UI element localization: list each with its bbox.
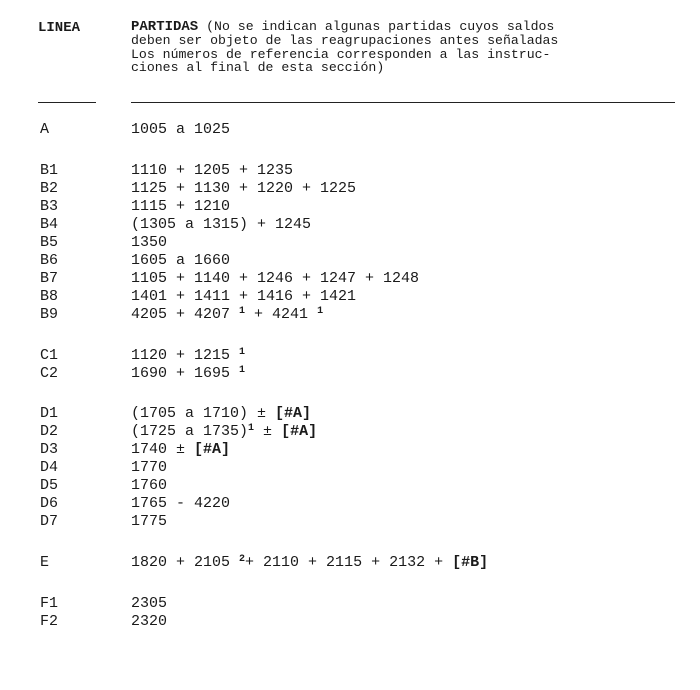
row-formula: 1120 + 1215 $^1$ bbox=[131, 347, 246, 364]
table-row bbox=[0, 595, 700, 613]
row-formula: 1770 bbox=[131, 459, 168, 476]
row-formula: 1401 + 1411 + 1416 + 1421 bbox=[131, 288, 357, 305]
table-row bbox=[0, 347, 700, 365]
row-label: B9 bbox=[40, 306, 59, 323]
row-label: D5 bbox=[40, 477, 59, 494]
row-label: F1 bbox=[40, 595, 59, 612]
row-formula: (1305 a 1315) + 1245 bbox=[131, 216, 312, 233]
partidas-note: (No se indican algunas partidas cuyos saldos deben ser objeto de las reagrupaciones antes señaladas Los números de referencia corresponden a las instruc- ciones al final de esta sección) bbox=[131, 19, 559, 76]
partidas-title: PARTIDAS bbox=[131, 19, 199, 35]
row-label: D1 bbox=[40, 405, 59, 422]
reference-tag: [#A] bbox=[281, 423, 318, 440]
row-label: B6 bbox=[40, 252, 59, 269]
row-label: C2 bbox=[40, 365, 59, 382]
table-row bbox=[0, 252, 700, 270]
footnote-ref: 2 bbox=[239, 554, 246, 565]
row-label: E bbox=[40, 554, 50, 571]
footnote-ref: 1 bbox=[239, 365, 246, 376]
row-label: B3 bbox=[40, 198, 59, 215]
table-row bbox=[0, 270, 700, 288]
row-formula: 1105 + 1140 + 1246 + 1247 + 1248 bbox=[131, 270, 420, 287]
row-formula: 1350 bbox=[131, 234, 168, 251]
table-row bbox=[0, 162, 700, 180]
row-formula: 1775 bbox=[131, 513, 168, 530]
row-formula: 1690 + 1695 $^1$ bbox=[131, 365, 246, 382]
table-row bbox=[0, 477, 700, 495]
table-row bbox=[0, 423, 700, 441]
row-label: F2 bbox=[40, 613, 59, 630]
footnote-ref: 1 bbox=[239, 347, 246, 358]
reference-tag: [#A] bbox=[275, 405, 312, 422]
row-label: D2 bbox=[40, 423, 59, 440]
row-formula: 2305 bbox=[131, 595, 168, 612]
row-formula: 1125 + 1130 + 1220 + 1225 bbox=[131, 180, 357, 197]
table-row bbox=[0, 365, 700, 383]
reference-tag: [#B] bbox=[452, 554, 489, 571]
footnote-ref: 1 bbox=[317, 306, 324, 317]
column-header-partidas bbox=[131, 20, 676, 75]
row-formula: 1005 a 1025 bbox=[131, 121, 231, 138]
row-formula: 1110 + 1205 + 1235 bbox=[131, 162, 294, 179]
row-formula: 1760 bbox=[131, 477, 168, 494]
footnote-ref: 1 bbox=[239, 306, 246, 317]
row-formula: 1115 + 1210 bbox=[131, 198, 231, 215]
table-row bbox=[0, 554, 700, 572]
table-row bbox=[0, 288, 700, 306]
table-row bbox=[0, 234, 700, 252]
table-row bbox=[0, 198, 700, 216]
row-label: B5 bbox=[40, 234, 59, 251]
table-row bbox=[0, 306, 700, 324]
row-label: B2 bbox=[40, 180, 59, 197]
reference-tag: [#A] bbox=[194, 441, 231, 458]
column-header-linea: LINEA bbox=[38, 20, 81, 36]
table-row bbox=[0, 459, 700, 477]
row-label: B8 bbox=[40, 288, 59, 305]
table-row bbox=[0, 121, 700, 139]
table-row bbox=[0, 216, 700, 234]
row-label: D7 bbox=[40, 513, 59, 530]
row-formula: (1725 a 1735)$^1$ ± [#A] bbox=[131, 423, 318, 440]
header-rule-linea bbox=[38, 102, 96, 103]
table-row bbox=[0, 513, 700, 531]
header-rule-partidas bbox=[131, 102, 675, 103]
row-label: B7 bbox=[40, 270, 59, 287]
table-row bbox=[0, 441, 700, 459]
row-label: D6 bbox=[40, 495, 59, 512]
row-formula: 1740 ± [#A] bbox=[131, 441, 231, 458]
row-formula: 1820 + 2105 $^2$+ 2110 + 2115 + 2132 + [#B] bbox=[131, 554, 489, 571]
row-label: C1 bbox=[40, 347, 59, 364]
row-formula: 1605 a 1660 bbox=[131, 252, 231, 269]
table-row bbox=[0, 405, 700, 423]
row-formula: 4205 + 4207 $^1$ + 4241 $^1$ bbox=[131, 306, 324, 323]
table-row bbox=[0, 613, 700, 631]
footnote-ref: 1 bbox=[248, 423, 255, 434]
row-label: A bbox=[40, 121, 50, 138]
row-label: D4 bbox=[40, 459, 59, 476]
row-formula: 2320 bbox=[131, 613, 168, 630]
row-formula: (1705 a 1710) ± [#A] bbox=[131, 405, 312, 422]
row-label: D3 bbox=[40, 441, 59, 458]
row-formula: 1765 - 4220 bbox=[131, 495, 231, 512]
table-row bbox=[0, 180, 700, 198]
row-label: B1 bbox=[40, 162, 59, 179]
table-row bbox=[0, 495, 700, 513]
row-label: B4 bbox=[40, 216, 59, 233]
